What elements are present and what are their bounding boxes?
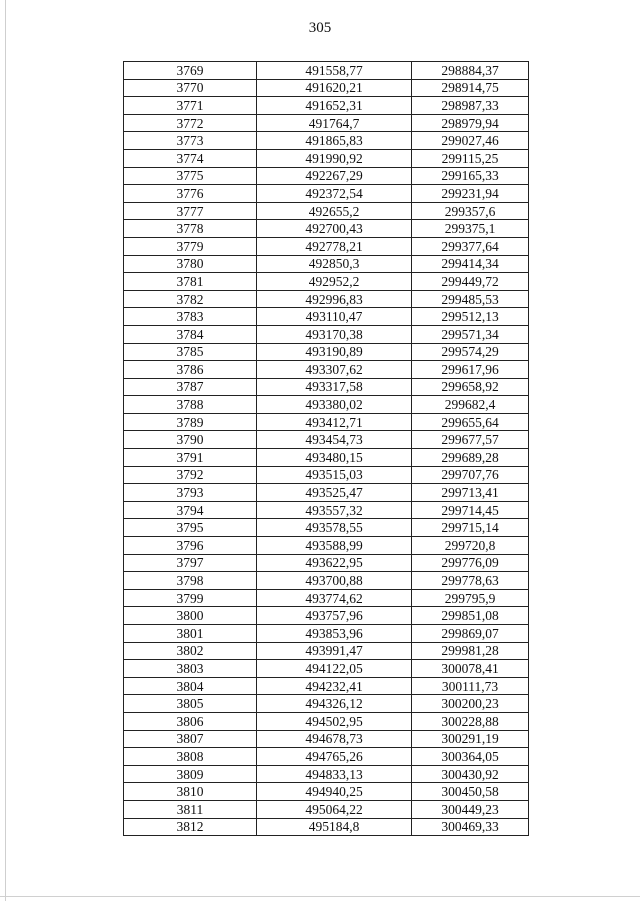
y-coordinate-cell: 299682,4 [412, 396, 529, 414]
y-coordinate-cell: 299689,28 [412, 449, 529, 467]
table-row [124, 519, 529, 537]
y-coordinate-cell: 299357,6 [412, 202, 529, 220]
x-coordinate-cell: 493622,95 [257, 554, 412, 572]
table-row [124, 748, 529, 766]
scan-bottom-rule [0, 896, 640, 897]
table-row [124, 97, 529, 115]
coordinates-table-body [124, 62, 529, 836]
table-row [124, 730, 529, 748]
point-number-cell: 3791 [124, 449, 257, 467]
point-number-cell: 3790 [124, 431, 257, 449]
y-coordinate-cell: 300364,05 [412, 748, 529, 766]
coordinates-table [123, 61, 529, 836]
x-coordinate-cell: 493515,03 [257, 466, 412, 484]
table-row [124, 378, 529, 396]
table-row [124, 237, 529, 255]
point-number-cell: 3808 [124, 748, 257, 766]
y-coordinate-cell: 300469,33 [412, 818, 529, 836]
point-number-cell: 3776 [124, 185, 257, 203]
x-coordinate-cell: 494326,12 [257, 695, 412, 713]
x-coordinate-cell: 492655,2 [257, 202, 412, 220]
x-coordinate-cell: 494765,26 [257, 748, 412, 766]
y-coordinate-cell: 300111,73 [412, 677, 529, 695]
point-number-cell: 3783 [124, 308, 257, 326]
x-coordinate-cell: 491990,92 [257, 149, 412, 167]
point-number-cell: 3811 [124, 800, 257, 818]
table-row [124, 149, 529, 167]
table-row [124, 308, 529, 326]
table-row [124, 449, 529, 467]
point-number-cell: 3794 [124, 501, 257, 519]
y-coordinate-cell: 299707,76 [412, 466, 529, 484]
point-number-cell: 3784 [124, 325, 257, 343]
point-number-cell: 3799 [124, 589, 257, 607]
x-coordinate-cell: 495064,22 [257, 800, 412, 818]
x-coordinate-cell: 492996,83 [257, 290, 412, 308]
y-coordinate-cell: 300449,23 [412, 800, 529, 818]
table-row [124, 677, 529, 695]
table-row [124, 185, 529, 203]
y-coordinate-cell: 300430,92 [412, 765, 529, 783]
point-number-cell: 3805 [124, 695, 257, 713]
y-coordinate-cell: 299981,28 [412, 642, 529, 660]
y-coordinate-cell: 298884,37 [412, 62, 529, 80]
y-coordinate-cell: 299778,63 [412, 572, 529, 590]
y-coordinate-cell: 299449,72 [412, 273, 529, 291]
x-coordinate-cell: 491865,83 [257, 132, 412, 150]
table-row [124, 132, 529, 150]
table-row [124, 114, 529, 132]
table-row [124, 783, 529, 801]
x-coordinate-cell: 491764,7 [257, 114, 412, 132]
table-row [124, 765, 529, 783]
y-coordinate-cell: 299115,25 [412, 149, 529, 167]
y-coordinate-cell: 299027,46 [412, 132, 529, 150]
point-number-cell: 3798 [124, 572, 257, 590]
y-coordinate-cell: 299655,64 [412, 413, 529, 431]
x-coordinate-cell: 493525,47 [257, 484, 412, 502]
x-coordinate-cell: 491620,21 [257, 79, 412, 97]
point-number-cell: 3774 [124, 149, 257, 167]
point-number-cell: 3779 [124, 237, 257, 255]
point-number-cell: 3796 [124, 537, 257, 555]
y-coordinate-cell: 300200,23 [412, 695, 529, 713]
x-coordinate-cell: 494678,73 [257, 730, 412, 748]
point-number-cell: 3806 [124, 712, 257, 730]
table-row [124, 361, 529, 379]
x-coordinate-cell: 493307,62 [257, 361, 412, 379]
table-row [124, 255, 529, 273]
y-coordinate-cell: 299715,14 [412, 519, 529, 537]
point-number-cell: 3793 [124, 484, 257, 502]
point-number-cell: 3778 [124, 220, 257, 238]
table-row [124, 290, 529, 308]
x-coordinate-cell: 493110,47 [257, 308, 412, 326]
point-number-cell: 3773 [124, 132, 257, 150]
point-number-cell: 3775 [124, 167, 257, 185]
point-number-cell: 3804 [124, 677, 257, 695]
y-coordinate-cell: 299414,34 [412, 255, 529, 273]
x-coordinate-cell: 493578,55 [257, 519, 412, 537]
point-number-cell: 3797 [124, 554, 257, 572]
x-coordinate-cell: 492267,29 [257, 167, 412, 185]
point-number-cell: 3802 [124, 642, 257, 660]
x-coordinate-cell: 492700,43 [257, 220, 412, 238]
table-row [124, 273, 529, 291]
point-number-cell: 3770 [124, 79, 257, 97]
x-coordinate-cell: 493480,15 [257, 449, 412, 467]
x-coordinate-cell: 493991,47 [257, 642, 412, 660]
y-coordinate-cell: 300291,19 [412, 730, 529, 748]
y-coordinate-cell: 299720,8 [412, 537, 529, 555]
y-coordinate-cell: 299512,13 [412, 308, 529, 326]
x-coordinate-cell: 493454,73 [257, 431, 412, 449]
table-row [124, 325, 529, 343]
y-coordinate-cell: 300078,41 [412, 660, 529, 678]
table-row [124, 202, 529, 220]
table-row [124, 554, 529, 572]
point-number-cell: 3812 [124, 818, 257, 836]
y-coordinate-cell: 299485,53 [412, 290, 529, 308]
x-coordinate-cell: 493190,89 [257, 343, 412, 361]
x-coordinate-cell: 493380,02 [257, 396, 412, 414]
point-number-cell: 3772 [124, 114, 257, 132]
scan-edge-rule [5, 0, 6, 901]
table-row [124, 413, 529, 431]
table-row [124, 167, 529, 185]
table-row [124, 466, 529, 484]
point-number-cell: 3795 [124, 519, 257, 537]
point-number-cell: 3787 [124, 378, 257, 396]
table-row [124, 642, 529, 660]
y-coordinate-cell: 299231,94 [412, 185, 529, 203]
point-number-cell: 3771 [124, 97, 257, 115]
table-row [124, 572, 529, 590]
x-coordinate-cell: 492778,21 [257, 237, 412, 255]
y-coordinate-cell: 299795,9 [412, 589, 529, 607]
page-number: 305 [308, 20, 332, 36]
point-number-cell: 3803 [124, 660, 257, 678]
y-coordinate-cell: 299714,45 [412, 501, 529, 519]
x-coordinate-cell: 492372,54 [257, 185, 412, 203]
x-coordinate-cell: 493170,38 [257, 325, 412, 343]
y-coordinate-cell: 299571,34 [412, 325, 529, 343]
table-row [124, 501, 529, 519]
y-coordinate-cell: 299851,08 [412, 607, 529, 625]
point-number-cell: 3788 [124, 396, 257, 414]
y-coordinate-cell: 299658,92 [412, 378, 529, 396]
point-number-cell: 3809 [124, 765, 257, 783]
x-coordinate-cell: 492850,3 [257, 255, 412, 273]
table-row [124, 220, 529, 238]
table-row [124, 79, 529, 97]
table-row [124, 625, 529, 643]
point-number-cell: 3807 [124, 730, 257, 748]
x-coordinate-cell: 493774,62 [257, 589, 412, 607]
y-coordinate-cell: 300228,88 [412, 712, 529, 730]
y-coordinate-cell: 298979,94 [412, 114, 529, 132]
point-number-cell: 3781 [124, 273, 257, 291]
y-coordinate-cell: 299869,07 [412, 625, 529, 643]
y-coordinate-cell: 299617,96 [412, 361, 529, 379]
x-coordinate-cell: 493588,99 [257, 537, 412, 555]
x-coordinate-cell: 493700,88 [257, 572, 412, 590]
x-coordinate-cell: 493557,32 [257, 501, 412, 519]
y-coordinate-cell: 299377,64 [412, 237, 529, 255]
y-coordinate-cell: 299677,57 [412, 431, 529, 449]
x-coordinate-cell: 493853,96 [257, 625, 412, 643]
y-coordinate-cell: 299165,33 [412, 167, 529, 185]
table-row [124, 660, 529, 678]
x-coordinate-cell: 492952,2 [257, 273, 412, 291]
y-coordinate-cell: 299776,09 [412, 554, 529, 572]
point-number-cell: 3782 [124, 290, 257, 308]
x-coordinate-cell: 494833,13 [257, 765, 412, 783]
x-coordinate-cell: 495184,8 [257, 818, 412, 836]
y-coordinate-cell: 298987,33 [412, 97, 529, 115]
y-coordinate-cell: 298914,75 [412, 79, 529, 97]
table-row [124, 818, 529, 836]
point-number-cell: 3769 [124, 62, 257, 80]
x-coordinate-cell: 494122,05 [257, 660, 412, 678]
table-row [124, 695, 529, 713]
point-number-cell: 3780 [124, 255, 257, 273]
table-row [124, 537, 529, 555]
x-coordinate-cell: 494502,95 [257, 712, 412, 730]
point-number-cell: 3801 [124, 625, 257, 643]
table-row [124, 396, 529, 414]
y-coordinate-cell: 299375,1 [412, 220, 529, 238]
point-number-cell: 3792 [124, 466, 257, 484]
point-number-cell: 3777 [124, 202, 257, 220]
table-row [124, 343, 529, 361]
point-number-cell: 3810 [124, 783, 257, 801]
table-row [124, 589, 529, 607]
y-coordinate-cell: 299713,41 [412, 484, 529, 502]
table-row [124, 431, 529, 449]
point-number-cell: 3785 [124, 343, 257, 361]
x-coordinate-cell: 494232,41 [257, 677, 412, 695]
y-coordinate-cell: 299574,29 [412, 343, 529, 361]
x-coordinate-cell: 493317,58 [257, 378, 412, 396]
table-row [124, 607, 529, 625]
x-coordinate-cell: 491558,77 [257, 62, 412, 80]
table-row [124, 712, 529, 730]
point-number-cell: 3789 [124, 413, 257, 431]
x-coordinate-cell: 494940,25 [257, 783, 412, 801]
y-coordinate-cell: 300450,58 [412, 783, 529, 801]
x-coordinate-cell: 493757,96 [257, 607, 412, 625]
x-coordinate-cell: 493412,71 [257, 413, 412, 431]
point-number-cell: 3800 [124, 607, 257, 625]
table-row [124, 62, 529, 80]
table-row [124, 484, 529, 502]
x-coordinate-cell: 491652,31 [257, 97, 412, 115]
point-number-cell: 3786 [124, 361, 257, 379]
table-row [124, 800, 529, 818]
